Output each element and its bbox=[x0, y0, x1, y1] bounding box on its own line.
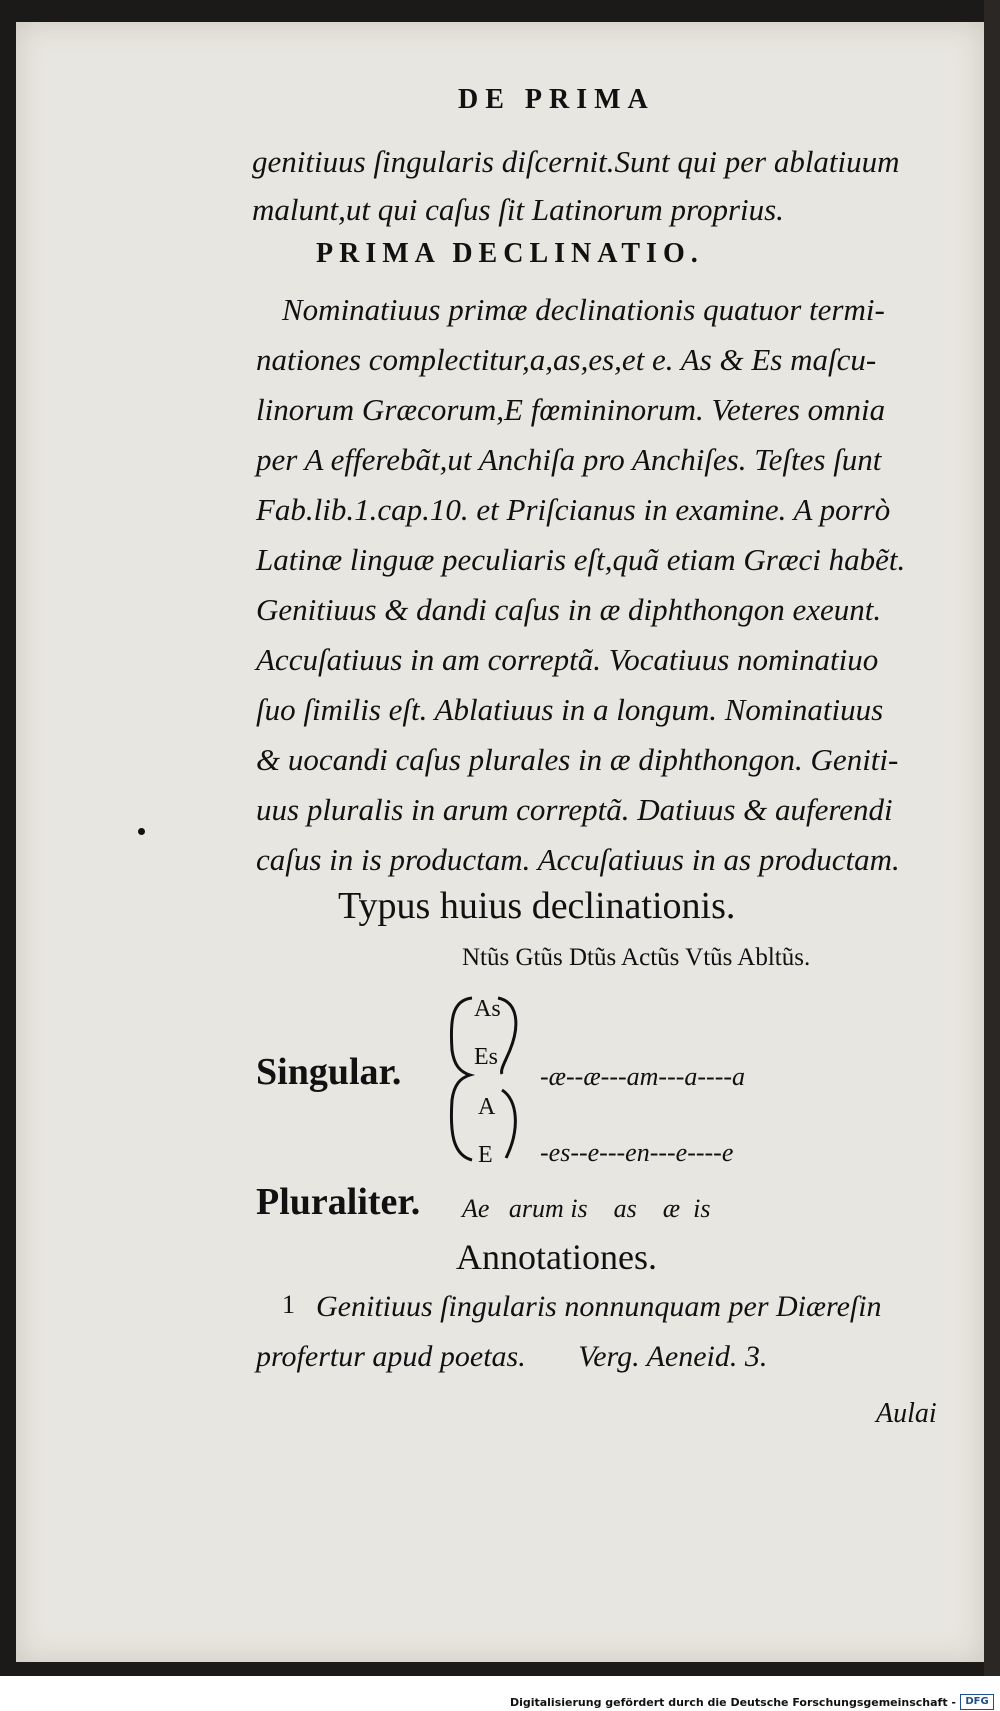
termination-a: A bbox=[478, 1094, 496, 1120]
singular-endings-2: -es--e---en---e----e bbox=[540, 1138, 734, 1167]
body-line-2: nationes complectitur,a,as,es,et e. As & Es maſcu- bbox=[256, 342, 877, 377]
termination-e: E bbox=[478, 1142, 493, 1168]
body-line-3: linorum Græcorum,E fœmininorum. Veteres omnia bbox=[256, 392, 886, 427]
case-headers: Ntũs Gtũs Dtũs Actũs Vtũs Abltũs. bbox=[462, 944, 811, 971]
ink-dot bbox=[138, 828, 145, 835]
running-title: DE PRIMA bbox=[458, 84, 655, 115]
section-title: PRIMA DECLINATIO. bbox=[316, 238, 704, 269]
singular-label: Singular. bbox=[256, 1051, 402, 1093]
footnote-line-1: Genitiuus ſingularis nonnunquam per Diæreſin bbox=[316, 1290, 882, 1323]
plural-endings: Ae arum is as æ is bbox=[462, 1194, 711, 1223]
dfg-logo: DFG bbox=[960, 1694, 994, 1710]
pluraliter-label: Pluraliter. bbox=[256, 1181, 421, 1223]
intro-line-2: malunt,ut qui caſus ſit Latinorum proprius. bbox=[252, 192, 784, 227]
body-line-8: Accuſatiuus in am correptã. Vocatiuus nominatiuo bbox=[256, 642, 879, 677]
annotations-title: Annotationes. bbox=[456, 1237, 657, 1277]
body-line-4: per A efferebãt,ut Anchiſa pro Anchiſes. Teſtes ſunt bbox=[256, 442, 882, 477]
catchword: Aulai bbox=[876, 1398, 937, 1429]
termination-as: As bbox=[474, 996, 501, 1022]
body-line-6: Latinæ linguæ peculiaris eſt,quã etiam Græci habẽt. bbox=[256, 542, 906, 577]
body-line-7: Genitiuus & dandi caſus in æ diphthongon exeunt. bbox=[256, 592, 882, 627]
scan-edge bbox=[984, 0, 1000, 1711]
body-line-11: uus pluralis in arum correptã. Datiuus & auferendi bbox=[256, 792, 893, 827]
intro-line-1: genitiuus ſingularis diſcernit.Sunt qui per ablatiuum bbox=[252, 144, 900, 179]
body-line-12: caſus in is productam. Accuſatiuus in as productam. bbox=[256, 842, 900, 877]
footnote-line-2: profertur apud poetas. Verg. Aeneid. 3. bbox=[256, 1340, 768, 1373]
body-line-9: ſuo ſimilis eſt. Ablatiuus in a longum. Nominatiuus bbox=[256, 692, 884, 727]
footnote-number: 1 bbox=[282, 1290, 295, 1319]
typus-title: Typus huius declinationis. bbox=[338, 885, 736, 927]
body-line-1: Nominatiuus primæ declinationis quatuor termi- bbox=[282, 292, 885, 327]
singular-endings-1: -æ--æ---am---a----a bbox=[540, 1062, 746, 1091]
body-line-10: & uocandi caſus plurales in æ diphthongon. Geniti- bbox=[256, 742, 899, 777]
digitization-credit: Digitalisierung gefördert durch die Deutsche Forschungsgemeinschaft - bbox=[509, 1696, 956, 1709]
termination-es: Es bbox=[474, 1044, 498, 1070]
body-line-5: Fab.lib.1.cap.10. et Priſcianus in examine. A porrò bbox=[256, 492, 891, 527]
